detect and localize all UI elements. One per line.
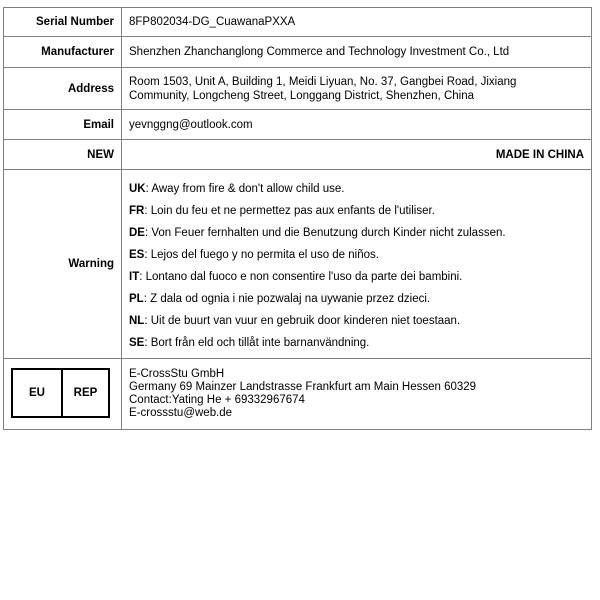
new-label: NEW <box>4 140 122 170</box>
eu-rep-address: Germany 69 Mainzer Landstrasse Frankfurt am Main Hessen 60329 <box>129 381 477 393</box>
warning-code: NL <box>129 314 145 327</box>
warning-list <box>129 175 584 354</box>
warning-item-se <box>129 332 584 354</box>
address-line-1: Room 1503, Unit A, Building 1, Meidi Liyuan, No. 37, Gangbei Road, Jixiang <box>129 75 517 88</box>
eu-rep-row <box>4 359 592 430</box>
warning-text: : Away from fire & don't allow child use. <box>145 182 345 195</box>
serial-number-row <box>4 8 592 37</box>
serial-number-label: Serial Number <box>4 8 122 37</box>
eu-rep-contact: Contact:Yating He + 69332967674 <box>129 394 305 406</box>
serial-number-value: 8FP802034-DG_CuawanaPXXA <box>122 8 592 37</box>
eu-badge-part: EU <box>13 370 63 416</box>
warning-code: IT <box>129 270 140 283</box>
warning-item-pl <box>129 288 584 310</box>
warning-item-nl <box>129 310 584 332</box>
rep-badge-part: REP <box>73 387 98 399</box>
manufacturer-row <box>4 37 592 68</box>
warning-text: : Loin du feu et ne permettez pas aux enfants de l'utiliser. <box>144 204 435 217</box>
address-line-2: Community, Longcheng Street, Longgang District, Shenzhen, China <box>129 89 474 102</box>
address-row <box>4 68 592 110</box>
warning-item-uk <box>129 178 584 200</box>
warning-item-fr <box>129 200 584 222</box>
manufacturer-value: Shenzhen Zhanchanglong Commerce and Technology Investment Co., Ltd <box>122 37 592 68</box>
warning-text: : Bort från eld och tillåt inte barnanvändning. <box>144 336 370 349</box>
email-row <box>4 110 592 140</box>
eu-rep-badge <box>11 368 110 418</box>
warning-label: Warning <box>4 170 122 359</box>
origin-row <box>4 140 592 170</box>
address-label: Address <box>4 68 122 110</box>
warning-text: : Lejos del fuego y no permita el uso de niños. <box>144 248 379 261</box>
warning-code: DE <box>129 226 145 239</box>
warning-code: SE <box>129 336 145 349</box>
eu-rep-details <box>122 359 592 430</box>
warning-item-it <box>129 266 584 288</box>
warning-text: : Von Feuer fernhalten und die Benutzung durch Kinder nicht zulassen. <box>144 226 506 239</box>
warning-item-es <box>129 244 584 266</box>
warning-row <box>4 170 592 359</box>
eu-rep-badge-cell <box>4 359 122 430</box>
email-label: Email <box>4 110 122 140</box>
warning-value <box>122 170 592 359</box>
email-value: yevnggng@outlook.com <box>122 110 592 140</box>
manufacturer-label: Manufacturer <box>4 37 122 68</box>
eu-rep-company: E-CrossStu GmbH <box>129 368 225 380</box>
address-value <box>122 68 592 110</box>
warning-text: : Uit de buurt van vuur en gebruik door kinderen niet toestaan. <box>144 314 461 327</box>
warning-code: FR <box>129 204 145 217</box>
eu-rep-email: E-crossstu@web.de <box>129 407 233 419</box>
warning-item-de <box>129 222 584 244</box>
warning-code: ES <box>129 248 145 261</box>
warning-code: PL <box>129 292 144 305</box>
made-in-china-value: MADE IN CHINA <box>122 140 592 170</box>
product-label-table <box>3 7 592 430</box>
warning-code: UK <box>129 182 146 195</box>
warning-text: : Lontano dal fuoco e non consentire l'uso da parte dei bambini. <box>139 270 463 283</box>
warning-text: : Z dala od ognia i nie pozwalaj na uywanie przez dzieci. <box>143 292 431 305</box>
